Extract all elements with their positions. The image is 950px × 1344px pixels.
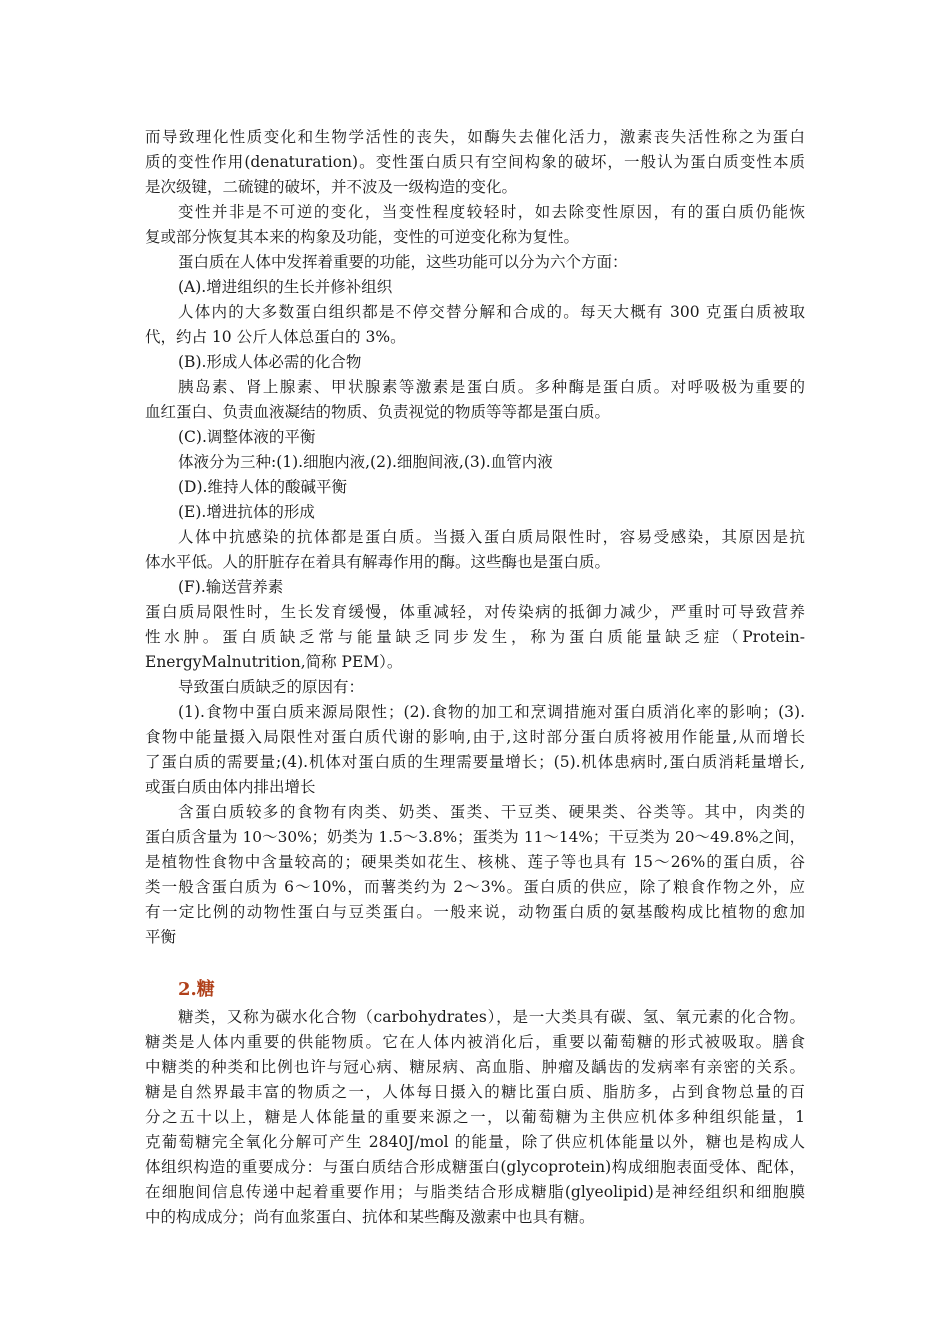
section-heading: 2.糖 [178, 979, 215, 1000]
document-page [145, 125, 805, 1230]
subheading-c: (C).调整体液的平衡 [178, 428, 316, 446]
text-line: 分之五十以上，糖是人体能量的重要来源之一，以葡萄糖为主供应机体多种组织能量，1 [145, 1108, 805, 1126]
text-line: 性水肿。蛋白质缺乏常与能量缺乏同步发生，称为蛋白质能量缺乏症（Protein- [145, 628, 805, 646]
text-line: 体水平低。人的肝脏存在着具有解毒作用的酶。这些酶也是蛋白质。 [145, 553, 611, 571]
text-line: 导致蛋白质缺乏的原因有： [178, 678, 365, 696]
text-line: 人体中抗感染的抗体都是蛋白质。当摄入蛋白质局限性时，容易受感染，其原因是抗 [178, 528, 805, 546]
text-line: 体液分为三种:(1).细胞内液,(2).细胞间液,(3).血管内液 [178, 453, 553, 471]
text-line: 类一般含蛋白质为 6～10%，而薯类约为 2～3%。蛋白质的供应，除了粮食作物之外，应 [145, 878, 805, 896]
text-line: 有一定比例的动物性蛋白与豆类蛋白。一般来说，动物蛋白质的氨基酸构成比植物的愈加 [145, 903, 805, 921]
text-line: 中的构成成分；尚有血浆蛋白、抗体和某些酶及激素中也具有糖。 [145, 1208, 595, 1226]
text-line: 克葡萄糖完全氧化分解可产生 2840J/mol 的能量，除了供应机体能量以外，糖也是构成人 [145, 1133, 805, 1151]
text-line: EnergyMalnutrition,简称 PEM）。 [145, 653, 403, 671]
text-line: 人体内的大多数蛋白组织都是不停交替分解和合成的。每天大概有 300 克蛋白质被取 [178, 303, 805, 321]
text-line: 血红蛋白、负责血液凝结的物质、负责视觉的物质等等都是蛋白质。 [145, 403, 611, 421]
text-line: 质的变性作用(denaturation)。变性蛋白质只有空间构象的破坏，一般认为蛋白质变性本质 [145, 153, 805, 171]
text-line: 是植物性食物中含量较高的；硬果类如花生、核桃、莲子等也具有 15～26%的蛋白质，谷 [145, 853, 805, 871]
text-line: 是次级键，二硫键的破坏，并不波及一级构造的变化。 [145, 178, 518, 196]
text-line: 代，约占 10 公斤人体总蛋白的 3%。 [145, 328, 406, 346]
text-line: 蛋白质在人体中发挥着重要的功能，这些功能可以分为六个方面： [178, 253, 628, 271]
section-gap [145, 950, 805, 975]
text-line: 蛋白质含量为 10～30%；奶类为 1.5～3.8%；蛋类为 11～14%；干豆类为 20～49.8%之间， [145, 828, 805, 846]
text-line: 平衡 [145, 928, 177, 946]
text-line: 食物中能量摄入局限性对蛋白质代谢的影响,由于,这时部分蛋白质将被用作能量,从而增长 [145, 728, 805, 746]
text-line: 或蛋白质由体内排出增长 [145, 778, 316, 796]
text-line: 而导致理化性质变化和生物学活性的丧失，如酶失去催化活力，激素丧失活性称之为蛋白 [145, 128, 805, 146]
text-line: 复或部分恢复其本来的构象及功能，变性的可逆变化称为复性。 [145, 228, 580, 246]
subheading-d: (D).维持人体的酸碱平衡 [178, 478, 347, 496]
text-line: (1).食物中蛋白质来源局限性；(2).食物的加工和烹调措施对蛋白质消化率的影响；(3). [178, 703, 805, 721]
text-line: 了蛋白质的需要量;(4).机体对蛋白质的生理需要量增长；(5).机体患病时,蛋白质消耗量增长, [145, 753, 805, 771]
text-line: 蛋白质局限性时，生长发育缓慢，体重减轻，对传染病的抵御力减少，严重时可导致营养 [145, 603, 805, 621]
subheading-a: (A).增进组织的生长并修补组织 [178, 278, 393, 296]
subheading-e: (E).增进抗体的形成 [178, 503, 315, 521]
text-line: 糖类，又称为碳水化合物（carbohydrates），是一大类具有碳、氢、氧元素的化合物。 [178, 1008, 805, 1026]
text-line: 中糖类的种类和比例也许与冠心病、糖尿病、高血脂、肿瘤及龋齿的发病率有亲密的关系。 [145, 1058, 805, 1076]
text-line: 胰岛素、肾上腺素、甲状腺素等激素是蛋白质。多种酶是蛋白质。对呼吸极为重要的 [178, 378, 805, 396]
subheading-f: (F).输送营养素 [178, 578, 284, 596]
text-line: 体组织构造的重要成分：与蛋白质结合形成糖蛋白(glycoprotein)构成细胞表面受体、配体， [145, 1158, 805, 1176]
text-line: 糖类是人体内重要的供能物质。它在人体内被消化后，重要以葡萄糖的形式被吸取。膳食 [145, 1033, 805, 1051]
subheading-b: (B).形成人体必需的化合物 [178, 353, 362, 371]
text-line: 变性并非是不可逆的变化，当变性程度较轻时，如去除变性原因，有的蛋白质仍能恢 [178, 203, 805, 221]
text-line: 含蛋白质较多的食物有肉类、奶类、蛋类、干豆类、硬果类、谷类等。其中，肉类的 [178, 803, 805, 821]
text-line: 糖是自然界最丰富的物质之一，人体每日摄入的糖比蛋白质、脂肪多，占到食物总量的百 [145, 1083, 805, 1101]
text-line: 在细胞间信息传递中起着重要作用；与脂类结合形成糖脂(glyeolipid)是神经组织和细胞膜 [145, 1183, 805, 1201]
